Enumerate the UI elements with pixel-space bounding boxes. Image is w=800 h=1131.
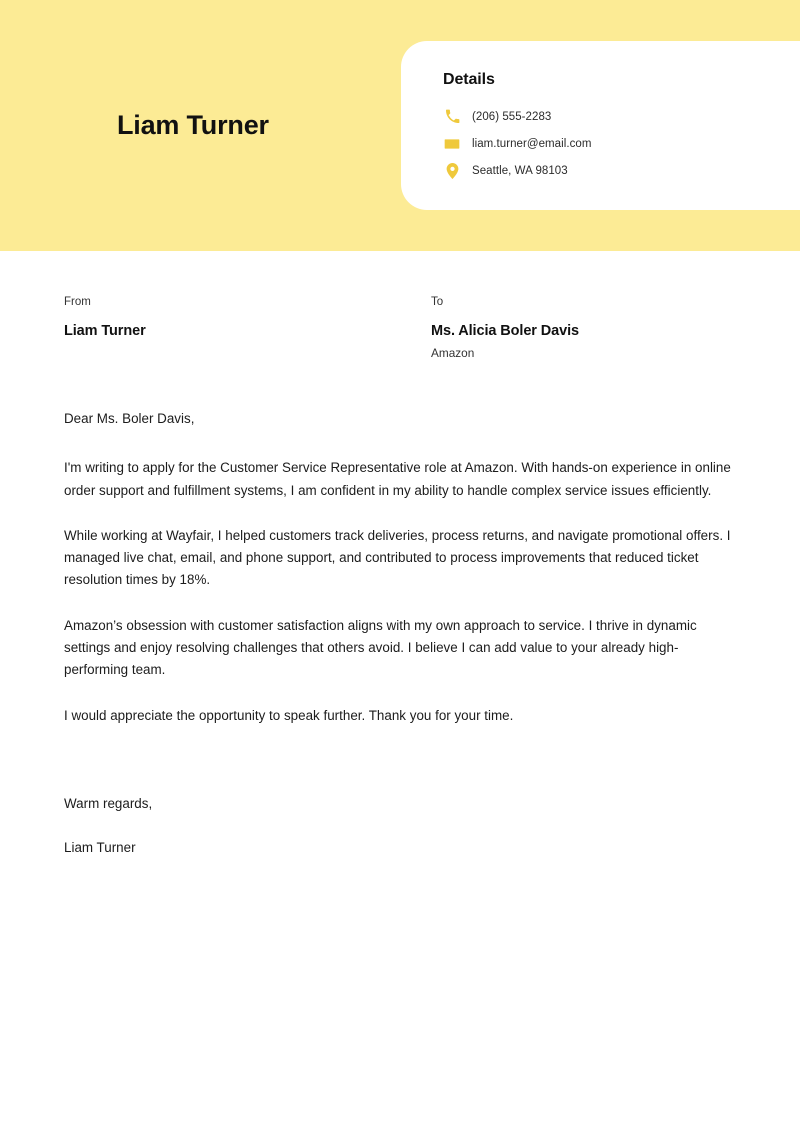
details-card — [401, 41, 800, 210]
address-block — [0, 296, 800, 408]
letter-body — [0, 251, 800, 860]
paragraph-4: I would appreciate the opportunity to speak further. Thank you for your time. — [64, 707, 514, 723]
paragraph-3: Amazon’s obsession with customer satisfaction aligns with my own approach to service. I thrive in dynamic settings and enjoy resolving challenges that others avoid. I believe I can add value to your already high-performing team. — [64, 617, 697, 678]
from-name: Liam Turner — [64, 323, 146, 339]
signoff: Warm regards, — [64, 795, 153, 811]
from-column — [64, 296, 146, 346]
detail-row-email — [443, 130, 800, 157]
to-column — [431, 296, 579, 360]
detail-text-phone: (206) 555-2283 — [472, 110, 552, 123]
paragraph-1: I'm writing to apply for the Customer Service Representative role at Amazon. With hands-on experience in online order support and fulfillment systems, I am confident in my ability to handle complex service issues efficiently. — [64, 460, 731, 498]
map-pin-icon — [443, 162, 461, 180]
envelope-icon — [443, 135, 461, 153]
details-heading: Details — [443, 71, 495, 88]
paragraph-2: While working at Wayfair, I helped customers track deliveries, process returns, and navigate promotional offers. I managed live chat, email, and phone support, and contributed to process improvements that reduced ticket resolution times by 18%. — [64, 527, 731, 588]
salutation: Dear Ms. Boler Davis, — [64, 411, 195, 426]
phone-icon — [443, 108, 461, 126]
header-banner — [0, 0, 800, 251]
detail-text-location: Seattle, WA 98103 — [472, 164, 568, 177]
to-name: Ms. Alicia Boler Davis — [431, 323, 579, 339]
letter-content — [64, 408, 739, 860]
detail-row-location — [443, 157, 800, 184]
signature: Liam Turner — [64, 840, 136, 856]
to-organization: Amazon — [431, 346, 475, 360]
detail-row-phone — [443, 103, 800, 130]
page-title: Liam Turner — [117, 110, 269, 140]
detail-text-email: liam.turner@email.com — [472, 137, 592, 150]
from-label: From — [64, 296, 91, 308]
to-label: To — [431, 296, 444, 308]
